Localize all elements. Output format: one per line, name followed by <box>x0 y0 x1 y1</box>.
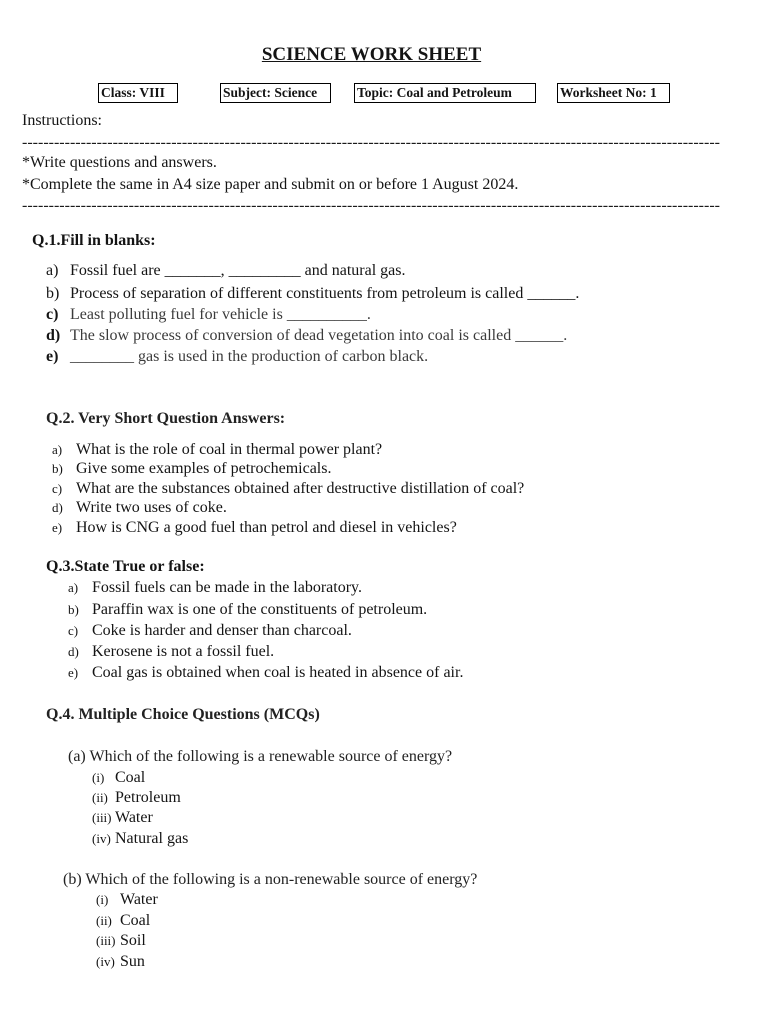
q2-item-a <box>52 440 382 460</box>
q1-item-text: Process of separation of different constituents from petroleum is called ______. <box>70 285 580 302</box>
q3-item-text: Coal gas is obtained when coal is heated in absence of air. <box>92 664 464 681</box>
q3-item-b <box>68 600 427 620</box>
divider-bottom: ----------------------------------------------------------------------------------------------------------------------------------- <box>22 197 720 214</box>
option-numeral: (iv) <box>96 954 115 969</box>
divider-top: ----------------------------------------------------------------------------------------------------------------------------------- <box>22 134 720 151</box>
q3-item-text: Coke is harder and denser than charcoal. <box>92 622 352 639</box>
q1-item-text: The slow process of conversion of dead vegetation into coal is called ______. <box>70 327 568 344</box>
option-text: Petroleum <box>115 789 181 806</box>
instructions-heading: Instructions: <box>22 112 102 129</box>
option-text: Water <box>120 891 158 908</box>
q4a-option-iii <box>92 808 153 828</box>
q2-item-text: What are the substances obtained after destructive distillation of coal? <box>76 480 525 497</box>
option-numeral: (i) <box>92 770 105 785</box>
q3-item-a <box>68 578 362 598</box>
q2-item-text: How is CNG a good fuel than petrol and diesel in vehicles? <box>76 519 457 536</box>
q4a-question: (a) Which of the following is a renewable source of energy? <box>68 748 453 765</box>
option-numeral: (ii) <box>96 913 112 928</box>
class-box: Class: VIII <box>98 83 178 103</box>
q1-item-text: Least polluting fuel for vehicle is __________. <box>70 306 371 323</box>
q3-item-label: a) <box>68 580 79 595</box>
q3-item-text: Paraffin wax is one of the constituents of petroleum. <box>92 601 428 618</box>
q3-heading: Q.3.State True or false: <box>46 558 205 575</box>
option-numeral: (ii) <box>92 790 108 805</box>
option-text: Coal <box>115 769 146 786</box>
q1-item-text: ________ gas is used in the production of carbon black. <box>70 348 429 365</box>
q3-item-d <box>68 642 274 662</box>
subject-box: Subject: Science <box>220 83 331 103</box>
q4b-option-ii <box>96 911 150 931</box>
q3-item-text: Kerosene is not a fossil fuel. <box>92 643 275 660</box>
q2-item-label: a) <box>52 442 63 457</box>
q1-item-c <box>46 305 371 325</box>
option-text: Soil <box>120 932 146 949</box>
q1-item-label: a) <box>46 262 59 279</box>
topic-box: Topic: Coal and Petroleum <box>354 83 536 103</box>
option-numeral: (i) <box>96 892 109 907</box>
option-numeral: (iii) <box>92 810 112 825</box>
page-title: SCIENCE WORK SHEET <box>261 44 482 65</box>
option-text: Sun <box>120 953 145 970</box>
q2-heading: Q.2. Very Short Question Answers: <box>46 410 286 427</box>
q2-item-c <box>52 479 524 499</box>
instruction-line-1: *Write questions and answers. <box>22 154 217 171</box>
q2-item-label: d) <box>52 500 63 515</box>
q3-item-text: Fossil fuels can be made in the laboratory. <box>92 579 362 596</box>
q3-item-c <box>68 621 352 641</box>
q1-item-label: d) <box>46 327 61 344</box>
q3-item-e <box>68 663 463 683</box>
option-text: Water <box>115 809 153 826</box>
q1-item-label: b) <box>46 285 60 302</box>
q4b-option-i <box>96 890 158 910</box>
q1-item-b <box>46 284 579 304</box>
q4b-option-iv <box>96 952 145 972</box>
instruction-line-2: *Complete the same in A4 size paper and submit on or before 1 August 2024. <box>22 176 519 193</box>
q2-item-text: Give some examples of petrochemicals. <box>76 460 332 477</box>
q1-item-label: e) <box>46 348 59 365</box>
q1-item-e <box>46 347 428 367</box>
q3-item-label: d) <box>68 644 79 659</box>
q1-heading: Q.1.Fill in blanks: <box>32 232 156 249</box>
q2-item-d <box>52 498 227 518</box>
q4b-option-iii <box>96 931 146 951</box>
worksheet-number-box: Worksheet No: 1 <box>557 83 670 103</box>
q4-heading: Q.4. Multiple Choice Questions (MCQs) <box>46 706 320 723</box>
q4a-option-i <box>92 768 145 788</box>
q2-item-text: What is the role of coal in thermal power plant? <box>76 441 383 458</box>
option-numeral: (iv) <box>92 831 111 846</box>
option-text: Coal <box>120 912 151 929</box>
q1-item-text: Fossil fuel are _______, _________ and natural gas. <box>70 262 406 279</box>
q1-item-a <box>46 261 406 281</box>
q3-item-label: c) <box>68 623 79 638</box>
q2-item-label: c) <box>52 481 63 496</box>
option-numeral: (iii) <box>96 933 116 948</box>
q3-item-label: b) <box>68 602 79 617</box>
q2-item-text: Write two uses of coke. <box>76 499 227 516</box>
option-text: Natural gas <box>115 830 189 847</box>
q4a-option-ii <box>92 788 181 808</box>
q2-item-b <box>52 459 331 479</box>
q3-item-label: e) <box>68 665 79 680</box>
q1-item-d <box>46 326 567 346</box>
q4b-question: (b) Which of the following is a non-renewable source of energy? <box>63 871 478 888</box>
q2-item-e <box>52 518 457 538</box>
q4a-option-iv <box>92 829 188 849</box>
q2-item-label: e) <box>52 520 63 535</box>
q2-item-label: b) <box>52 461 63 476</box>
q1-item-label: c) <box>46 306 59 323</box>
